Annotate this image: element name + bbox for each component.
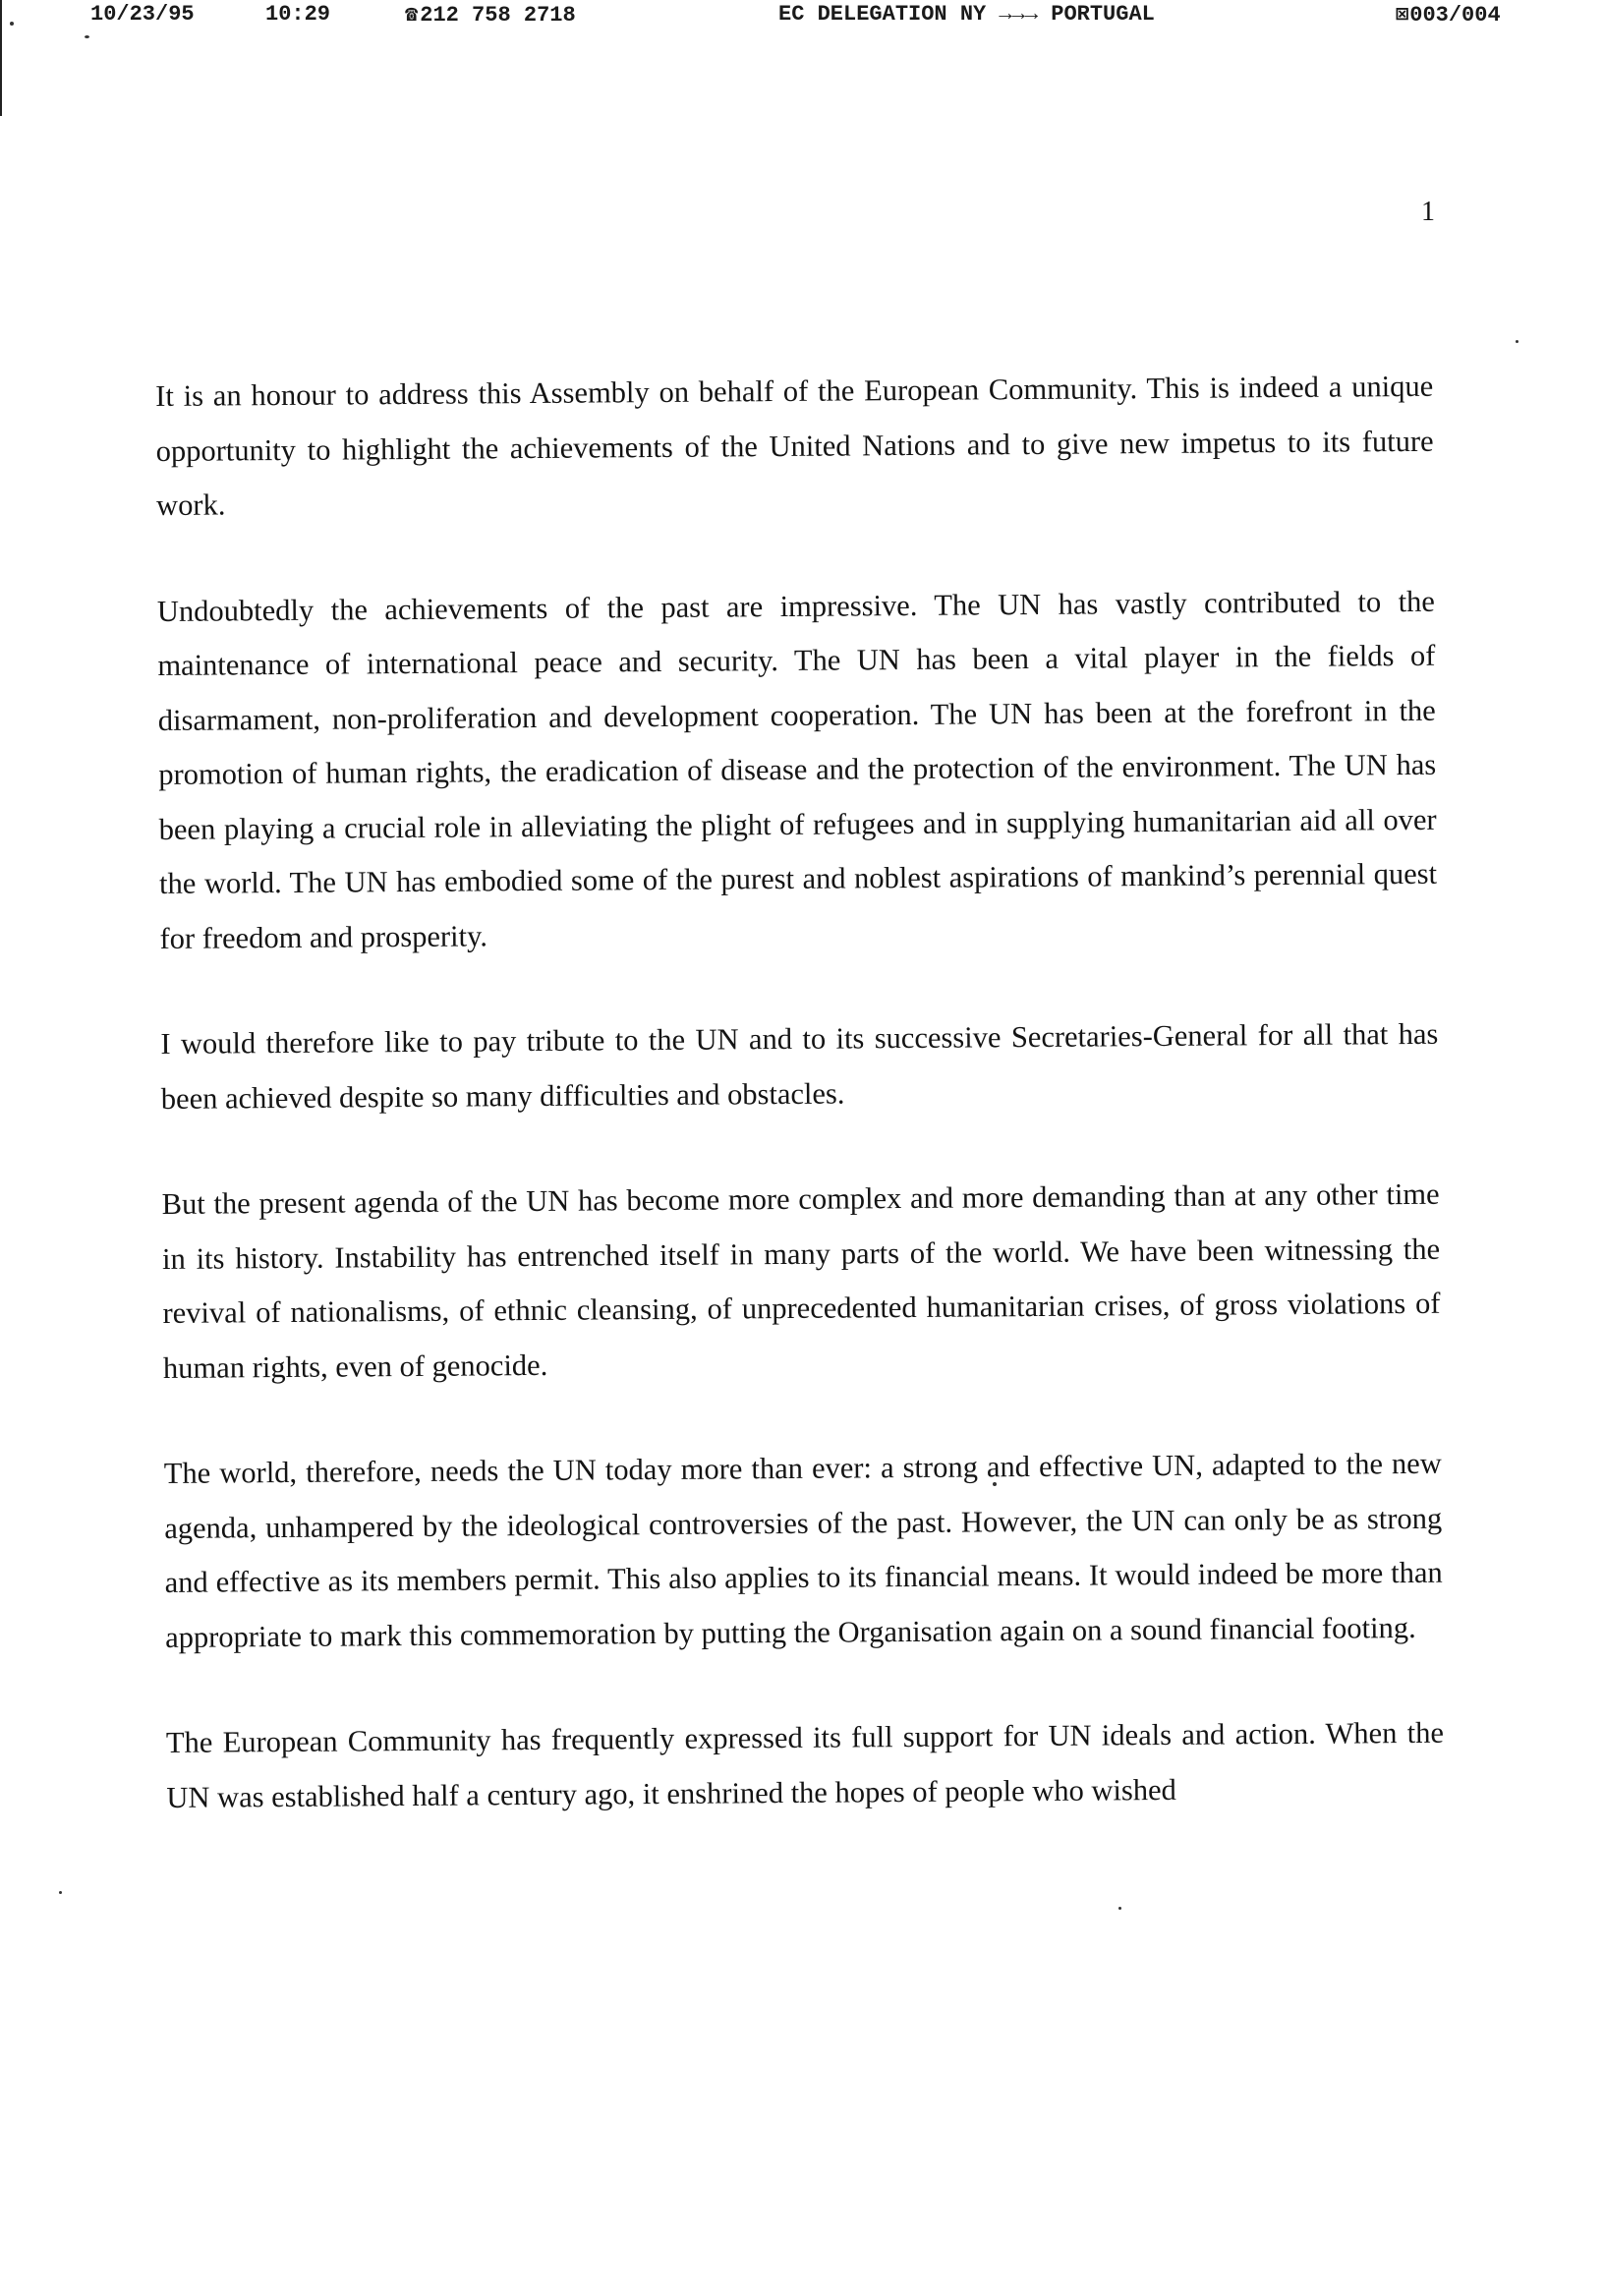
fax-date: 10/23/95 bbox=[90, 2, 195, 27]
page-number: 1 bbox=[1421, 197, 1435, 227]
paragraph: Undoubtedly the achievements of the past are impressive. The UN has vastly contributed to the maintenance of international peace and security. The UN has been a vital player in the fields of disarmament, non-proliferation and development cooperation. The UN has been at the forefront in the promotion of human rights, the eradication of disease and the protection of the environment. The UN has been playing a crucial role in alleviating the plight of refugees and in supplying humanitarian aid all over the world. The UN has embodied some of the purest and noblest aspirations of mankind’s perennial quest for freedom and prosperity. bbox=[156, 584, 1438, 955]
fax-time: 10:29 bbox=[265, 2, 331, 27]
paragraph: The European Community has frequently expressed its full support for UN ideals and action. When the UN was established half a century ago, it enshrined the hopes of people who wished bbox=[165, 1715, 1445, 1814]
telephone-icon: ☎ bbox=[405, 3, 419, 28]
fax-phone-number: 212 758 2718 bbox=[420, 3, 576, 28]
paragraph: But the present agenda of the UN has become more complex and more demanding than at any other time in its history. Instability has entrenched itself in many parts of the world. We have been witnessing the revival of nationalisms, of ethnic cleansing, of unprecedented humanitarian crises, of gross violations of human rights, even of genocide. bbox=[161, 1177, 1441, 1385]
fax-page-icon: ⊠ bbox=[1396, 3, 1409, 28]
paragraph: The world, therefore, needs the UN today more than ever: a strong and effective UN, adapted to the new agenda, unhampered by the ideological controversies of the past. However, the UN can only be as strong and effective as its members permit. This also applies to its financial means. It would indeed be more than appropriate to mark this commemoration by putting the Organisation again on a sound financial footing. bbox=[163, 1446, 1443, 1654]
fax-phone bbox=[405, 2, 576, 28]
scan-speck bbox=[1516, 340, 1518, 343]
speech-body bbox=[155, 360, 1445, 1876]
paragraph: I would therefore like to pay tribute to the UN and to its successive Secretaries-General for all that has been achieved despite so many difficulties and obstacles. bbox=[160, 1016, 1439, 1116]
fax-page-count bbox=[1396, 2, 1501, 28]
fax-route: EC DELEGATION NY →→→ PORTUGAL bbox=[778, 2, 1155, 27]
scan-speck bbox=[1118, 1907, 1121, 1910]
scan-speck bbox=[59, 1891, 62, 1894]
paragraph: It is an honour to address this Assembly on behalf of the European Community. This is indeed a unique opportunity to highlight the achievements of the United Nations and to give new impetus to its future work. bbox=[155, 369, 1434, 522]
fax-page-count-value: 003/004 bbox=[1409, 3, 1501, 28]
fax-transmission-header bbox=[0, 0, 1604, 39]
